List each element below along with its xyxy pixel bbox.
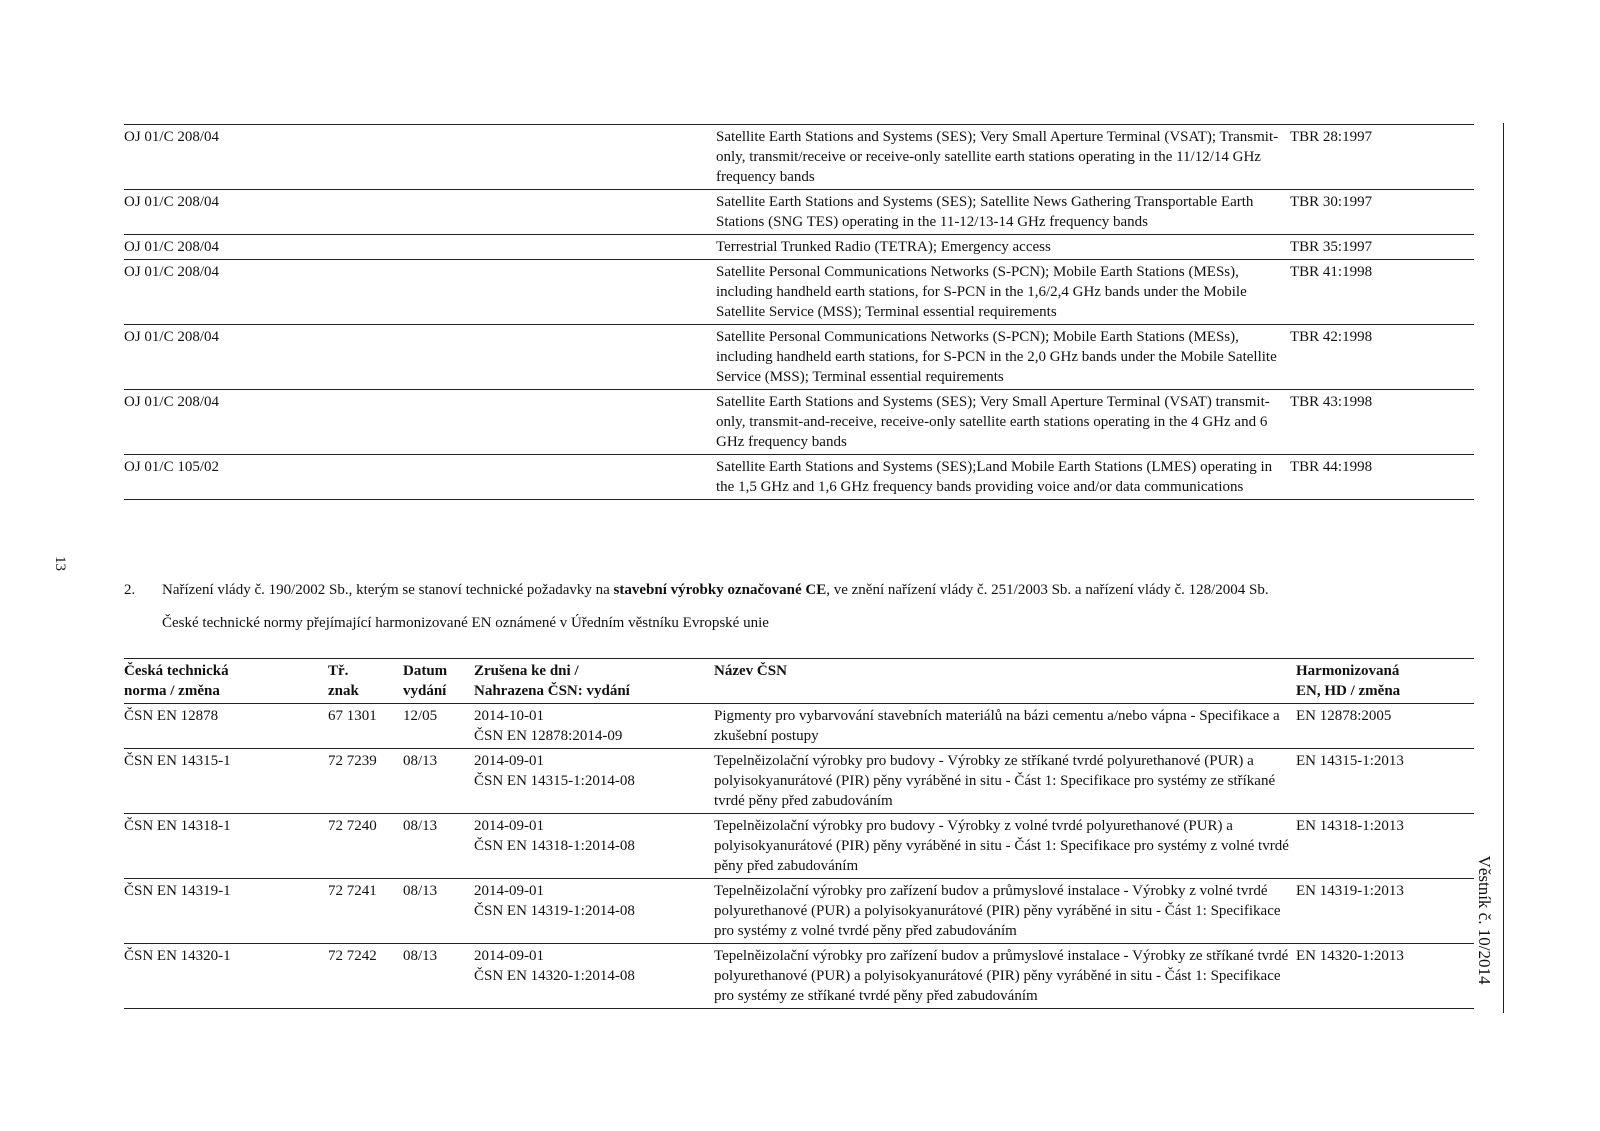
zrusena-date: 2014-09-01 [474, 818, 544, 834]
title-cell: Terrestrial Trunked Radio (TETRA); Emergency access [716, 239, 1051, 255]
znak-cell: 72 7242 [328, 948, 377, 964]
harmonized-en-cell: EN 14319-1:2013 [1296, 883, 1404, 899]
zrusena-cell [474, 814, 714, 879]
harmonized-en-cell: EN 14318-1:2013 [1296, 818, 1404, 834]
nahrazena-csn: ČSN EN 14319-1:2014-08 [474, 903, 635, 919]
zrusena-date: 2014-09-01 [474, 753, 544, 769]
harmonized-en-cell: EN 14320-1:2013 [1296, 948, 1404, 964]
title-cell: Satellite Personal Communications Networks (S-PCN); Mobile Earth Stations (MESs), including handheld earth stations, for S-PCN in the 1,6/2,4 GHz bands under the Mobile Satellite Service (MSS); Terminal essential requirements [716, 264, 1247, 320]
nahrazena-csn: ČSN EN 12878:2014-09 [474, 728, 623, 744]
header-zrusena: Zrušena ke dni / Nahrazena ČSN: vydání [474, 663, 630, 699]
norma-cell: ČSN EN 14320-1 [124, 948, 231, 964]
datum-cell: 12/05 [403, 708, 438, 724]
harmonized-en-cell: EN 14315-1:2013 [1296, 753, 1404, 769]
znak-cell: 72 7239 [328, 753, 377, 769]
harmonized-en-cell: EN 12878:2005 [1296, 708, 1392, 724]
datum-cell: 08/13 [403, 753, 438, 769]
ref-cell: TBR 28:1997 [1290, 129, 1373, 145]
zrusena-date: 2014-09-01 [474, 883, 544, 899]
table-row [124, 704, 1474, 749]
table-row [124, 879, 1474, 944]
title-cell: Satellite Earth Stations and Systems (SES); Satellite News Gathering Transportable Earth Stations (SNG TES) operating in the 11-12/13-14 GHz frequency bands [716, 194, 1254, 230]
journal-issue-label: Věstník č. 10/2014 [1475, 855, 1494, 985]
table-row [124, 260, 1474, 325]
ref-cell: TBR 43:1998 [1290, 394, 1373, 410]
table-row [124, 944, 1474, 1009]
title-cell: Satellite Earth Stations and Systems (SES); Very Small Aperture Terminal (VSAT) transmit-only, transmit-and-receive, receive-only satellite earth stations operating in the 4 GHz and 6 GHz frequency bands [716, 394, 1270, 450]
norma-cell: ČSN EN 14318-1 [124, 818, 231, 834]
table-row [124, 749, 1474, 814]
nahrazena-csn: ČSN EN 14318-1:2014-08 [474, 838, 635, 854]
zrusena-date: 2014-10-01 [474, 708, 544, 724]
table-row [124, 325, 1474, 390]
nazev-cell: Tepelněizolační výrobky pro zařízení budov a průmyslové instalace - Výrobky z volné tvrdé polyurethanové (PUR) a polyisokyanurátové (PIR) pěny vyráběné in situ - Část 1: Specifikace pro systémy z volné tvrdé pěny před zabudováním [714, 883, 1281, 939]
ref-cell: TBR 42:1998 [1290, 329, 1373, 345]
oj-cell: OJ 01/C 208/04 [124, 239, 220, 255]
oj-cell: OJ 01/C 208/04 [124, 194, 220, 210]
section-text-before: Nařízení vlády č. 190/2002 Sb., kterým se stanoví technické požadavky na [162, 582, 614, 598]
page-number: 13 [52, 556, 68, 571]
zrusena-date: 2014-09-01 [474, 948, 544, 964]
oj-cell: OJ 01/C 208/04 [124, 329, 220, 345]
section-text-bold: stavební výrobky označované CE [613, 582, 827, 598]
header-norma: Česká technická norma / změna [124, 663, 229, 699]
ref-cell: TBR 44:1998 [1290, 459, 1373, 475]
section-heading [124, 582, 1269, 599]
table-row [124, 125, 1474, 190]
zrusena-cell [474, 749, 714, 814]
table-row [124, 190, 1474, 235]
section-number: 2. [124, 582, 136, 598]
norma-cell: ČSN EN 14315-1 [124, 753, 231, 769]
oj-cell: OJ 01/C 208/04 [124, 264, 220, 280]
oj-cell: OJ 01/C 105/02 [124, 459, 220, 475]
nazev-cell: Pigmenty pro vybarvování stavebních materiálů na bázi cementu a/nebo vápna - Specifikace a zkušební postupy [714, 708, 1280, 744]
ref-cell: TBR 35:1997 [1290, 239, 1373, 255]
nazev-cell: Tepelněizolační výrobky pro zařízení budov a průmyslové instalace - Výrobky ze stříkané tvrdé polyurethanové (PUR) a polyisokyanurátové (PIR) pěny vyráběné in situ - Část 1: Specifikace pro systémy ze stříkané tvrdé pěny před zabudováním [714, 948, 1289, 1004]
section-text-after: , ve znění nařízení vlády č. 251/2003 Sb. a nařízení vlády č. 128/2004 Sb. [826, 582, 1269, 598]
csn-standards-table [124, 658, 1474, 1009]
norma-cell: ČSN EN 14319-1 [124, 883, 231, 899]
header-datum: Datum vydání [403, 663, 448, 699]
header-nazev: Název ČSN [714, 663, 787, 679]
section-subtitle: České technické normy přejímající harmonizované EN oznámené v Úředním věstníku Evropské unie [162, 615, 769, 631]
table-row [124, 814, 1474, 879]
datum-cell: 08/13 [403, 818, 438, 834]
norma-cell: ČSN EN 12878 [124, 708, 219, 724]
table-row [124, 455, 1474, 500]
table-row [124, 235, 1474, 260]
header-znak: Tř. znak [328, 663, 359, 699]
znak-cell: 72 7240 [328, 818, 377, 834]
table-row [124, 390, 1474, 455]
nazev-cell: Tepelněizolační výrobky pro budovy - Výrobky z volné tvrdé polyurethanové (PUR) a polyisokyanurátové (PIR) pěny vyráběné in situ - Část 1: Specifikace pro systémy z volné tvrdé pěny před zabudováním [714, 818, 1289, 874]
ref-cell: TBR 30:1997 [1290, 194, 1373, 210]
side-rule [1503, 123, 1504, 1013]
title-cell: Satellite Earth Stations and Systems (SES);Land Mobile Earth Stations (LMES) operating in the 1,5 GHz and 1,6 GHz frequency bands providing voice and/or data communications [716, 459, 1273, 495]
znak-cell: 67 1301 [328, 708, 377, 724]
table-header-row [124, 659, 1474, 704]
zrusena-cell [474, 944, 714, 1009]
nahrazena-csn: ČSN EN 14320-1:2014-08 [474, 968, 635, 984]
title-cell: Satellite Earth Stations and Systems (SES); Very Small Aperture Terminal (VSAT); Transmit-only, transmit/receive or receive-only satellite earth stations operating in the 11/12/14 GHz frequency bands [716, 129, 1279, 185]
ref-cell: TBR 41:1998 [1290, 264, 1373, 280]
standards-table-top [124, 124, 1474, 500]
datum-cell: 08/13 [403, 883, 438, 899]
znak-cell: 72 7241 [328, 883, 377, 899]
oj-cell: OJ 01/C 208/04 [124, 394, 220, 410]
header-harmonizovana: Harmonizovaná EN, HD / změna [1296, 663, 1401, 699]
title-cell: Satellite Personal Communications Networks (S-PCN); Mobile Earth Stations (MESs), including handheld earth stations, for S-PCN in the 2,0 GHz bands under the Mobile Satellite Service (MSS); Terminal essential requirements [716, 329, 1277, 385]
datum-cell: 08/13 [403, 948, 438, 964]
oj-cell: OJ 01/C 208/04 [124, 129, 220, 145]
zrusena-cell [474, 879, 714, 944]
zrusena-cell [474, 704, 714, 749]
nazev-cell: Tepelněizolační výrobky pro budovy - Výrobky ze stříkané tvrdé polyurethanové (PUR) a polyisokyanurátové (PIR) pěny vyráběné in situ - Část 1: Specifikace pro systémy ze stříkané tvrdé pěny před zabudováním [714, 753, 1276, 809]
nahrazena-csn: ČSN EN 14315-1:2014-08 [474, 773, 635, 789]
